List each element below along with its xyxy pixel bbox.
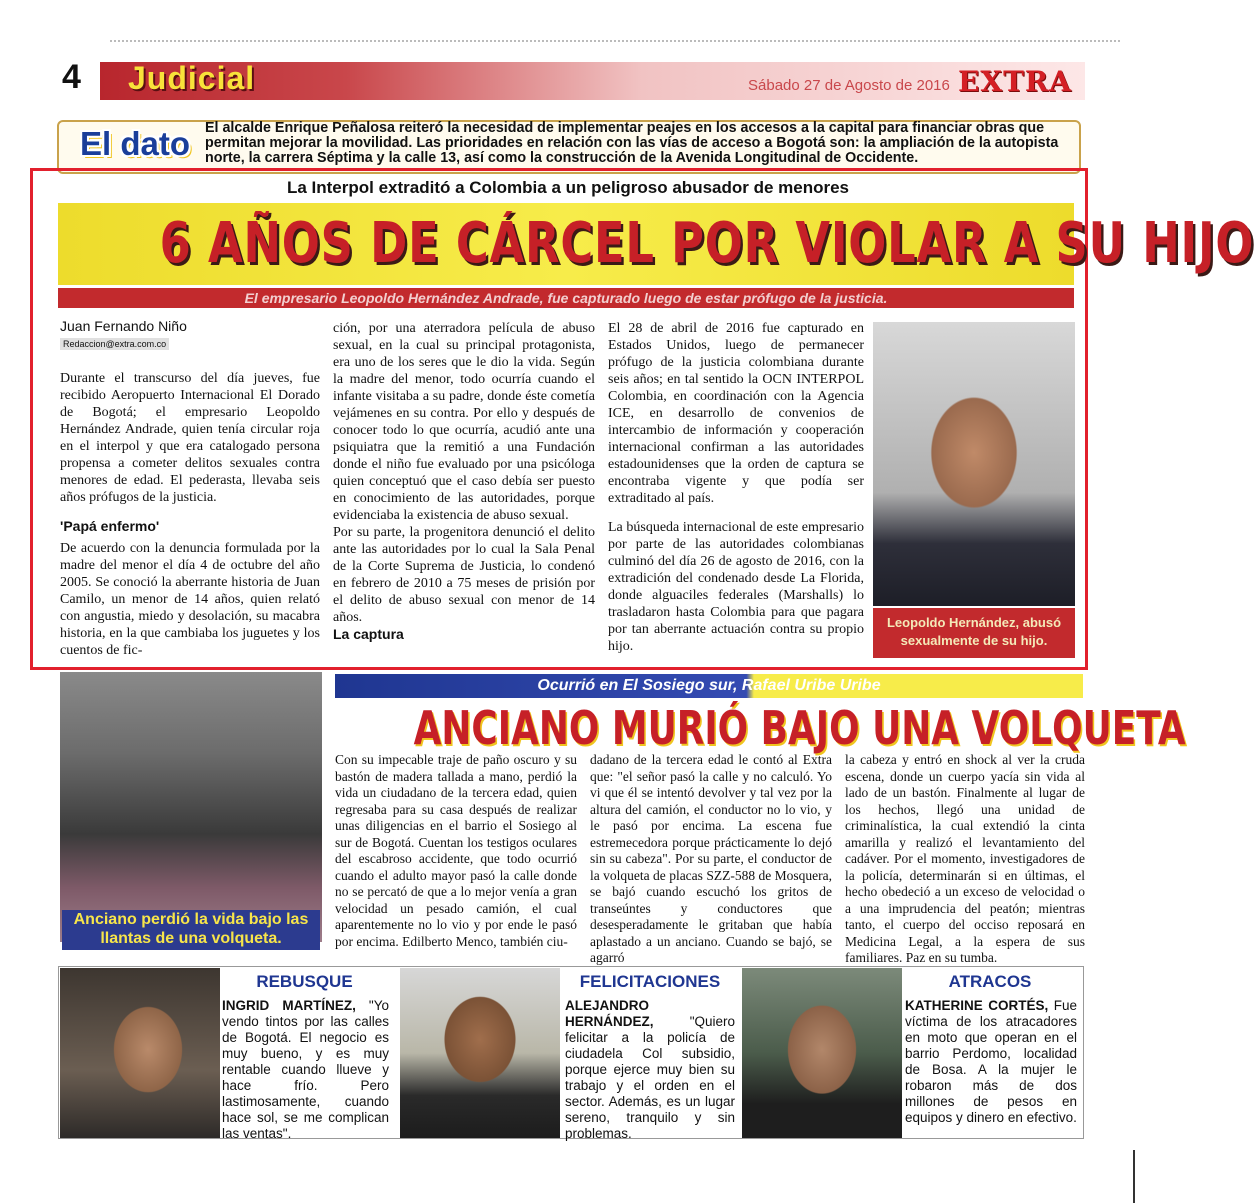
margin-rule <box>1133 1150 1135 1203</box>
panel-text-atracos <box>905 998 1077 1126</box>
top-dotted-rule <box>110 40 1120 42</box>
story1-column-1 <box>60 370 320 671</box>
panel-title-rebusque: REBUSQUE <box>256 972 353 991</box>
newspaper-logo: EXTRA <box>958 65 1072 98</box>
story1-kicker: La Interpol extraditó a Colombia a un peligroso abusador de menores <box>286 178 850 197</box>
story1-column-2 <box>333 320 595 648</box>
paragraph: La búsqueda internacional de este empresario por parte de las autoridades colombianas culminó del día 26 de agosto de 2016, con la extradición del condenado desde La Florida, donde alguaciles federales (Marshalls) lo trasladaron hasta Colombia para que pagara por tan aberrante actuación contra su propio hijo. <box>608 520 864 654</box>
ingrid-photo <box>60 968 220 1138</box>
story1-subheading: La captura <box>333 626 404 642</box>
panel-text-rebusque <box>222 998 389 1142</box>
panel-title-felicitaciones: FELICITACIONES <box>579 972 721 991</box>
dato-text: El alcalde Enrique Peñalosa reiteró la necesidad de implementar peajes en los accesos a la capital para financiar obras que permitan mejorar la movilidad. Las prioridades en relación con las vías de acceso a Bogotá son: la ampliación de la autopista norte, la carrera Séptima y la calle 13, así como la construcción de la Avenida Longitudinal de Occidente. <box>205 120 1059 166</box>
panel-quote: Fue víctima de los atracadores en moto que operan en el barrio Perdomo, localidad de Bosa. A la mujer le robaron más de dos millones de pesos en equipos y dinero en efectivo. <box>905 998 1077 1125</box>
accident-photo <box>60 672 322 942</box>
issue-date: Sábado 27 de Agosto de 2016 <box>748 77 950 94</box>
story2-headline: ANCIANO MURIÓ BAJO UNA VOLQUETA <box>413 701 1186 755</box>
katherine-photo <box>742 968 902 1138</box>
alejandro-photo <box>400 968 560 1138</box>
panel-quote: "Yo vendo tintos por las calles de Bogotá. El negocio es muy bueno, y es muy rentable cuando llueve y hace frío. Pero lastimosamente, cuando hace sol, se me complican las ventas". <box>222 998 389 1141</box>
story1-column-3 <box>608 320 864 667</box>
paragraph: De acuerdo con la denuncia formulada por la madre del menor el día 4 de octubre del año 2005. Se conoció la aberrante historia de Juan Camilo, un menor de 14 años, quien relató con angustia, miedo y desolación, su macabra historia, en la que cambiaba los juguetes y los cuentos de fic- <box>60 541 320 658</box>
paragraph: Durante el transcurso del día jueves, fue recibido Aeropuerto Internacional El Dorado de Bogotá; el empresario Leopoldo Hernández Andrade, quien tenía circular roja en el interpol y que era catalogado persona propensa a cometer delitos sexuales contra menores de edad. El pederasta, llevaba seis años prófugos de la justicia. <box>60 371 320 505</box>
panel-name: INGRID MARTÍNEZ, <box>222 998 356 1013</box>
panel-quote: "Quiero felicitar a la policía de ciudadela Col subsidio, porque ejerce muy bien su trabajo y el orden en el sector. Además, es un lugar sereno, tranquilo y sin problemas. <box>565 1014 735 1141</box>
story2-column-1: Con su impecable traje de paño oscuro y su bastón de madera tallada a mano, perdió la vida un ciudadano de la tercera edad, quien regresaba para su casa después de realizar unas diligencias en el barrio el Sosiego al sur de Bogotá. Cuentan los testigos oculares del escabroso accidente, que todo ocurrió cuando el adulto mayor pasó la calle donde no se percató de que a lo mejor venía a gran velocidad un pesado camión, el cual aparentemente no lo vio y por ende le pasó por encima. Edilberto Menco, también ciu- <box>335 752 577 949</box>
suspect-photo-caption: Leopoldo Hernández, abusó sexualmente de su hijo. <box>873 608 1075 658</box>
byline-email: Redaccion@extra.com.co <box>60 338 169 350</box>
paragraph: Por su parte, la progenitora denunció el delito ante las autoridades por lo cual la Sala Penal de la Corte Suprema de Justicia, lo condenó en febrero de 2010 a 75 meses de prisión por el delito de abuso sexual con menor de 14 años. <box>333 525 595 625</box>
byline: Juan Fernando Niño <box>60 318 187 334</box>
story1-subheading: 'Papá enfermo' <box>60 518 160 534</box>
paragraph: ción, por una aterradora película de abuso sexual, en la cual su principal protagonista, era uno de los seres que le dio la vida. Según la madre del menor, todo ocurría cuando el infante visitaba a su padre, donde éste cometía vejámenes en su contra. Por ello y después de conocer todo lo que ocurría, acudió ante una psiquiatra que la remitió a una Fundación donde el niño fue evaluado por una psicóloga quien conceptuó que el caso debía ser puesto en conocimiento de las autoridades, porque evidenciaba la existencia de abuso sexual. <box>333 321 595 523</box>
dato-label: El dato <box>80 125 191 162</box>
paragraph: El 28 de abril de 2016 fue capturado en Estados Unidos, luego de permanecer prófugo de la justicia colombiana durante seis años; en tal sentido la OCN INTERPOL Colombia, en coordinación con la Agencia ICE, en desarrollo de convenios de intercambio de información y cooperación internacional confirman a las autoridades estadounidenses que la orden de captura se encontraba vigente y que podía ser extraditado al país. <box>608 321 864 506</box>
panel-name: ALEJANDRO HERNÁNDEZ, <box>565 998 654 1029</box>
section-title: Judicial <box>128 60 256 96</box>
panel-text-felicitaciones <box>565 998 735 1142</box>
story2-column-3: la cabeza y entró en shock al ver la cruda escena, donde un cuerpo yacía sin vida al lado de un bastón. Finalmente al lugar de los hechos, llegó una unidad de criminalística, la cual extendió la cinta amarilla y realizó el levantamiento del cadáver. Por el momento, investigadores de la policía, determinarán si en últimas, el hecho obedeció a un exceso de velocidad o a una imprudencia del peatón; mientras tanto, el cuerpo del occiso reposará en Medicina Legal, a la espera de sus familiares. Paz en su tumba. <box>845 752 1085 965</box>
panel-name: KATHERINE CORTÉS, <box>905 998 1049 1013</box>
suspect-photo <box>873 322 1075 606</box>
story2-column-2: dadano de la tercera edad le contó al Extra que: "el señor pasó la calle y no calculó. Yo vi que él se intentó devolver y tal vez por la altura del camión, el conductor no lo vio, y le pasó por encima. La escena fue estremecedora porque prácticamente lo dejó sin su cabeza". Por su parte, el conductor de la volqueta de placas SZZ-588 de Mosquera, se bajó cuando escuchó los gritos de transeúntes y conductores que desesperadamente le gritaban que había aplastado a un anciano. Cuando se bajó, se agarró <box>590 752 832 965</box>
story1-headline: 6 AÑOS DE CÁRCEL POR VIOLAR A SU HIJO <box>159 211 1254 276</box>
accident-photo-caption: Anciano perdió la vida bajo las llantas de una volqueta. <box>62 910 320 950</box>
page-number: 4 <box>62 58 81 96</box>
story2-kicker: Ocurrió en El Sosiego sur, Rafael Uribe Uribe <box>537 677 881 694</box>
panel-title-atracos: ATRACOS <box>948 972 1032 991</box>
story1-subhead: El empresario Leopoldo Hernández Andrade, fue capturado luego de estar prófugo de la justicia. <box>244 290 888 306</box>
